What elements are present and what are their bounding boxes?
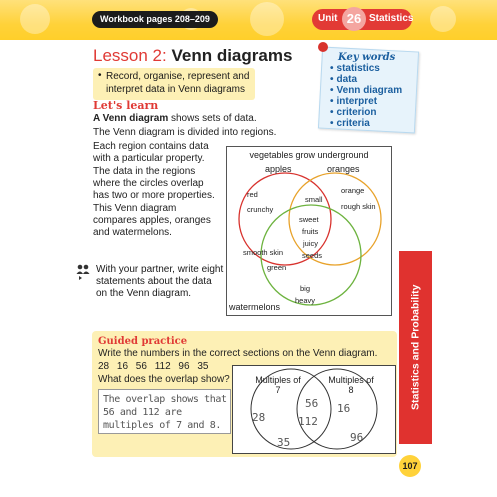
learn-paragraph: Each region contains data with a particular property. — [93, 141, 209, 164]
watermelons-label: watermelons — [229, 302, 281, 312]
header-banner — [0, 0, 497, 40]
partner-icon — [76, 264, 90, 280]
partner-task: With your partner, write eight statements about the data on the Venn diagram. — [96, 264, 224, 299]
venn-value: green — [267, 263, 287, 272]
apples-label: apples — [265, 164, 292, 174]
key-word-item: • statistics — [330, 63, 380, 74]
lesson-title — [93, 46, 292, 66]
key-word-item: • criteria — [330, 118, 370, 129]
lesson-number: Lesson 2: — [93, 46, 167, 65]
guided-practice-instruction: Write the numbers in the correct sections on the Venn diagram. — [98, 348, 378, 359]
unit-label: Unit — [318, 13, 338, 24]
venn-number: 16 — [337, 402, 351, 415]
key-word-item: • interpret — [330, 96, 378, 107]
venn-value: big — [300, 284, 311, 293]
oranges-label: oranges — [327, 164, 360, 174]
multiples-venn-diagram — [232, 365, 396, 454]
learn-paragraph: The data in the regions where the circles overlap has two or more properties. — [93, 166, 215, 201]
venn-value: crunchy — [247, 205, 274, 214]
lesson-objective — [93, 68, 255, 100]
venn-value: seeds — [302, 251, 323, 260]
decorative-dot — [250, 2, 284, 36]
lets-learn-heading: Let's learn — [93, 99, 159, 112]
venn-value: orange — [341, 186, 365, 195]
decorative-dot — [20, 4, 50, 34]
unit-topic: Statistics — [369, 13, 414, 24]
venn-number: 56 — [305, 397, 319, 410]
venn-value: sweet — [299, 215, 319, 224]
venn-value: red — [247, 190, 258, 199]
venn-number: 28 — [252, 411, 266, 424]
page-number: 107 — [399, 455, 421, 477]
venn-number: 112 — [298, 415, 318, 428]
bullet-icon: • — [98, 70, 102, 81]
venn-number: 35 — [277, 436, 291, 449]
decorative-dot — [430, 6, 456, 32]
learn-paragraph: A Venn diagram shows sets of data. — [93, 113, 257, 124]
fruit-venn-diagram — [226, 146, 392, 316]
key-word-item: • criterion — [330, 107, 377, 118]
guided-practice-numbers: 28 16 56 112 96 35 — [98, 361, 209, 372]
venn-number: 96 — [350, 431, 364, 444]
venn-value: small — [305, 195, 323, 204]
multiples-of-7-label: Multiples of 7 — [255, 375, 301, 395]
lesson-name: Venn diagrams — [171, 46, 293, 65]
venn-value: juicy — [303, 239, 319, 248]
multiples-of-8-label: Multiples of 8 — [328, 375, 374, 395]
key-word-item: • data — [330, 74, 358, 85]
answer-text: The overlap shows that 56 and 112 are multiples of 7 and 8. — [103, 394, 227, 431]
workbook-pages-badge: Workbook pages 208–209 — [92, 11, 218, 28]
pin-icon — [318, 42, 328, 52]
key-word-item: • Venn diagram — [330, 85, 403, 96]
venn-value: rough skin — [341, 202, 376, 211]
section-side-tab-label: Statistics and Probability — [409, 284, 422, 411]
learn-paragraph: This Venn diagram compares apples, oranges and watermelons. — [93, 203, 211, 238]
objective-text: Record, organise, represent and interpret data in Venn diagrams — [106, 71, 250, 95]
unit-number: 26 — [342, 7, 366, 31]
key-words-title: Key words — [338, 52, 396, 63]
guided-practice-question: What does the overlap show? — [98, 374, 230, 385]
guided-practice-heading: Guided practice — [98, 336, 188, 347]
venn-value: heavy — [295, 296, 316, 305]
learn-paragraph: The Venn diagram is divided into regions. — [93, 127, 277, 138]
venn-value: fruits — [302, 227, 319, 236]
fruit-venn-title: vegetables grow underground — [249, 150, 369, 160]
venn-value: smooth skin — [243, 248, 284, 257]
